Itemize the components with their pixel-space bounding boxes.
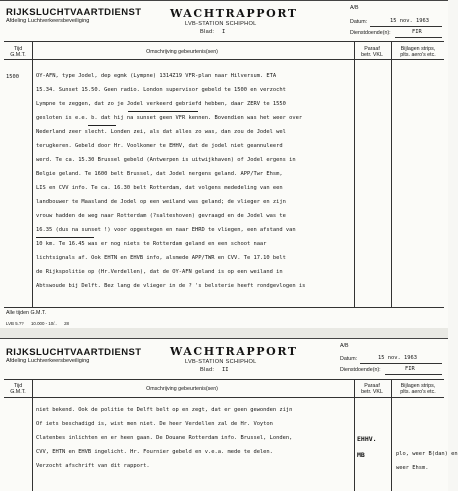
log-line: Verzocht afschrift van dit rapport. <box>36 463 150 469</box>
initials-mark: EHHV. <box>357 435 377 443</box>
column-header-time: Tijd G.M.T. <box>10 46 26 58</box>
log-line: Lympne te zeggen, dat zo je Jodel verkeerd gebriefd hebben, daar ZERV te 1550 <box>36 101 286 107</box>
page-separator <box>0 328 448 338</box>
report-title: WACHTRAPPORT <box>170 7 298 20</box>
column-header-remarks: Bijlagen strips, plts. aero's etc. <box>400 46 436 58</box>
time-column-divider <box>32 379 33 491</box>
log-line: Clatenbes inlichten en er heen gaan. De Douane Rotterdam info. Brussel, Londen, <box>36 435 293 441</box>
handwritten-underline <box>128 111 198 112</box>
station-name: LVB-STATION SCHIPHOL <box>185 359 257 365</box>
initials-mark: MB <box>357 451 365 459</box>
duty-officer-label: Dienstdoende(n): <box>340 367 381 373</box>
form-code: LVB 5.?? <box>6 321 24 326</box>
log-line: Abtswoude bij Delft. Bez lang de vlieger in de ? 's belsterie heeft rondgevlogen is <box>36 283 306 289</box>
log-line: werd. Te ca. 15.30 Brussel gebeld (Antwerpen is uitwijkhaven) of Jodel ergens in <box>36 157 296 163</box>
log-line: Belgie geland. Te 1600 belt Brussel, dat Jodel nergens geland. APP/Twr Ehsm, <box>36 171 283 177</box>
log-line: CVV, EHTN en EHVB ingelicht. Hr. Fournier gebeld en v.e.a. mede te delen. <box>36 449 273 455</box>
corner-code: A/B <box>350 5 359 11</box>
handwritten-underline <box>36 237 94 238</box>
table-top-rule <box>4 41 444 42</box>
agency-name: RIJKSLUCHTVAARTDIENST <box>6 7 142 18</box>
log-line: Of iets beschadigd is, wist men niet. De heer Verdellen zal de Hr. Voyton <box>36 421 273 427</box>
log-line: landbouwer te Maasland de Jodel op een weiland was geland; de vlieger en zijn <box>36 199 286 205</box>
report-title: WACHTRAPPORT <box>170 345 298 358</box>
header-bottom-rule <box>4 397 444 398</box>
column-header-description: Omschrijving gebeurtenis(sen) <box>146 386 218 392</box>
date-underline <box>370 26 442 27</box>
column-header-remarks: Bijlagen strips, plts. aero's etc. <box>400 383 436 395</box>
sheet-number: I <box>222 29 226 35</box>
log-line: niet bekend. Ook de politie te Delft belt op en zegt, dat er geen gewonden zijn <box>36 407 293 413</box>
date-underline <box>360 363 442 364</box>
time-column-divider <box>32 41 33 307</box>
date-label: Datum: <box>340 356 358 362</box>
department-name: Afdeling Luchtverkeersbeveiliging <box>6 18 90 24</box>
table-top-rule <box>4 379 444 380</box>
sheet-number: II <box>222 367 229 373</box>
officer-underline <box>395 37 442 38</box>
column-header-initials: Paraaf betr. VKL <box>361 46 383 58</box>
date-value: 15 nov. 1963 <box>390 18 429 24</box>
form-print-codes <box>6 321 75 327</box>
log-line: 15.34. Sunset 15.50. Geen radio. London supervisor gebeld te 1500 en verzocht <box>36 87 286 93</box>
log-line: lichtsignals af. Ook EHTN en EHVB info, alsmede APP/TWR en CVV. Te 17.10 belt <box>36 255 286 261</box>
log-line: terugkeren. Gebeld door Hr. Voolkomer te EHHV, dat de jodel niet geannuleerd <box>36 143 283 149</box>
duty-officer-value: FIR <box>405 366 415 372</box>
print-run-code: 10.000 - 10/.. <box>30 321 57 326</box>
initials-column-divider <box>354 41 355 307</box>
remarks-text: plo, weer B(dan) en <box>396 451 458 457</box>
table-bottom-rule <box>4 307 444 308</box>
column-header-time: Tijd G.M.T. <box>10 383 26 395</box>
footer-note: Alle tijden G.M.T. <box>6 310 47 316</box>
log-line: Nederland zeer slecht. Londen zei, als dat alles zo was, dan zou de Jodel wel <box>36 129 286 135</box>
header-bottom-rule <box>4 59 444 60</box>
log-line: OY-AFN, type Jodel, dep egmk (Lympne) 1314Z19 VFR-plan naar Hilversum. ETA <box>36 73 277 79</box>
duty-officer-value: FIR <box>412 29 422 35</box>
remarks-column-divider <box>391 379 392 491</box>
agency-name: RIJKSLUCHTVAARTDIENST <box>6 347 142 358</box>
handwritten-underline <box>88 125 116 126</box>
sheet-label: Blad: <box>200 367 215 373</box>
station-name: LVB-STATION SCHIPHOL <box>185 21 257 27</box>
date-value: 15 nov. 1963 <box>378 355 417 361</box>
initials-column-divider <box>354 379 355 491</box>
remarks-column-divider <box>391 41 392 307</box>
log-line: gesloten is e.e. b. dat hij na sunset geen VFR kennen. Bovendien was het weer over <box>36 115 303 121</box>
log-line: vrouw hadden de weg naar Rotterdam (?salteshoven) gevraagd en de Jodel was te <box>36 213 286 219</box>
log-line: 16.35 (dus na sunset !) voor opgestegen en naar EHRD te vliegen, een afstand van <box>36 227 296 233</box>
column-header-description: Omschrijving gebeurtenis(sen) <box>146 49 218 55</box>
sheet-label: Blad: <box>200 29 215 35</box>
entry-time: 1500 <box>6 74 19 80</box>
department-name: Afdeling Luchtverkeersbeveiliging <box>6 358 90 364</box>
officer-underline <box>385 374 442 375</box>
corner-code: A/B <box>340 343 349 349</box>
report-sheet-2 <box>0 338 458 491</box>
remarks-text: weer Ehsm. <box>396 465 429 471</box>
column-header-initials: Paraaf betr. VKL <box>361 383 383 395</box>
duty-officer-label: Dienstdoende(n): <box>350 30 391 36</box>
log-line: 10 km. Te 16.45 was er nog niets te Rotterdam geland en een schoot naar <box>36 241 267 247</box>
log-line: LIS en CVV info. Te ca. 16.30 belt Rotterdam, dat volgens mededeling van een <box>36 185 283 191</box>
log-line: de Rijkspolitie op (Hr.Verdellen), dat de OY-AFN geland is op een weiland in <box>36 269 283 275</box>
sheet-stock-code: 28 <box>64 321 69 326</box>
date-label: Datum: <box>350 19 368 25</box>
